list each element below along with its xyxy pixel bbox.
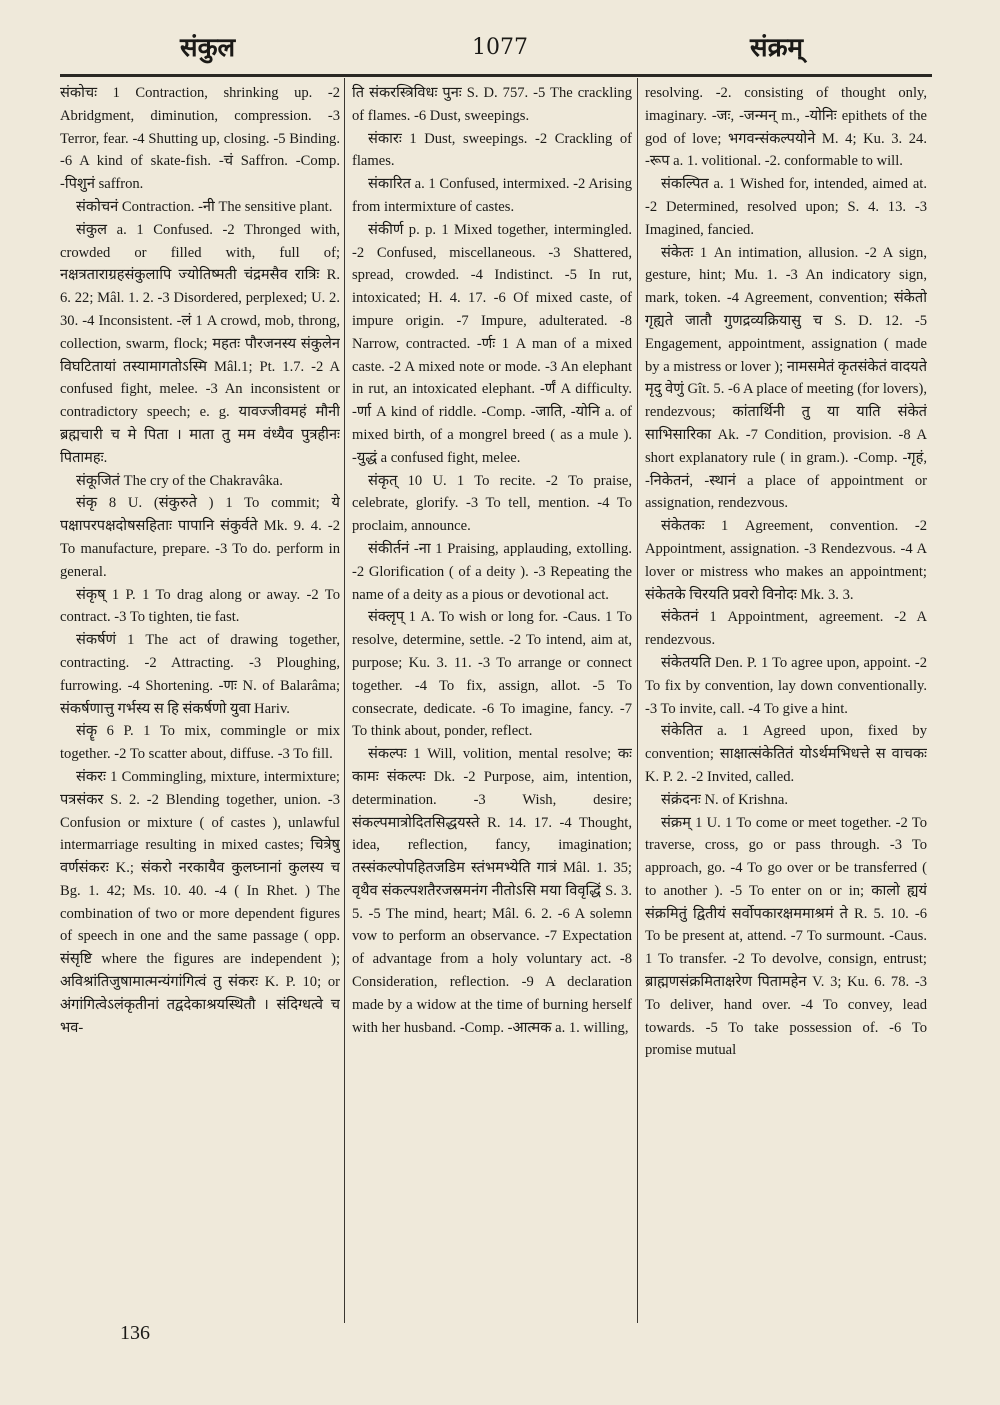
column-1 [60,82,340,1324]
dictionary-entry: संक्रम् 1 U. 1 To come or meet together. -2 To traverse, cross, go or pass through. -3 To approach, go. -4 To go over or be transferred ( to another ). -5 To enter on or in; कालो ह्ययं संक्रमितुं द्वितीयं सर्वोपकारक्षममाश्रमं ते R. 5. 10. -6 To be present at, attend. -7 To surmount. -Caus. 1 To transfer. -2 To devolve, consign, entrust; ब्राह्मणसंक्रमिताक्षरेण पितामहेन V. 3; Ku. 6. 78. -3 To deliver, hand over. -4 To convey, lead towards. -5 To take possession of. -6 To promise mutual [645,814,927,1059]
page-number: 1077 [472,35,528,60]
dictionary-entry: संकूजितं The cry of the Chakravâka. [76,472,283,489]
dictionary-entry: ति संकरस्त्रिविधः पुनः S. D. 757. -5 The crackling of flames. -6 Dust, sweepings. [352,85,632,124]
column-divider [637,78,638,1323]
dictionary-entry: संकृत् 10 U. 1 To recite. -2 To praise, celebrate, glorify. -3 To tell, mention. -4 To proclaim, announce. [352,472,632,535]
dictionary-entry: संकेतित a. 1 Agreed upon, fixed by convention; साक्षात्संकेतितं योऽर्थमभिधत्ते स वाचकः K. P. 2. -2 Invited, called. [645,723,927,785]
dictionary-entry: संकरः 1 Commingling, mixture, intermixture; पत्रसंकर S. 2. -2 Blending together, union. -3 Confusion or mixture ( of castes ), unlawful intermarriage resulting in mixed castes; चित्रेषु वर्णसंकरः K.; संकरो नरकायैव कुलघ्नानां कुलस्य च Bg. 1. 42; Ms. 10. 40. -4 ( In Rhet. ) The combination of two or more dependent figures of speech in one and the same passage ( opp. संसृष्टि where the figures are independent ); अविश्रांतिजुषामात्मन्यंगांगित्वं तु संकरः K. P. 10; or अंगांगित्वेऽलंकृतीनां तद्वदेकाश्रयस्थितौ । संदिग्धत्वे च भव- [60,768,340,1036]
dictionary-entry: संकेतः 1 An intimation, allusion. -2 A sign, gesture, hint; Mu. 1. -3 An indicatory sign, mark, token. -4 Agreement, convention; संकेतो गृह्यते जातौ गुणद्रव्यक्रियासु च S. D. 12. -5 Engagement, appointment, assignation ( made by a mistress or lover ); नामसमेतं कृतसंकेतं वादयते मृदु वेणुं Gît. 5. -6 A place of meeting (for lovers), rendezvous; कांतार्थिनी तु या याति संकेतं साभिसारिका Ak. -7 Condition, provision. -8 A short explanatory rule ( in gram.). -Comp. -गृहं, -निकेतनं, -स्थानं a place of appointment or assignation, rendezvous. [645,244,927,512]
dictionary-entry: resolving. -2. consisting of thought only, imaginary. -जः, -जन्मन् m., -योनिः epithets of the god of love; भगवन्संकल्पयोने M. 4; Ku. 3. 24. -रूप a. 1. volitional. -2. conformable to will. [645,85,927,170]
dictionary-entry: संकेतनं 1 Appointment, agreement. -2 A rendezvous. [645,609,927,649]
dictionary-entry: संकर्षणं 1 The act of drawing together, contracting. -2 Attracting. -3 Ploughing, furrowing. -4 Shortening. -णः N. of Balarâma; संकर्षणात्तु गर्भस्य स हि संकर्षणो युवा Hariv. [60,632,340,717]
page-header [60,30,940,70]
dictionary-entry: संकारः 1 Dust, sweepings. -2 Crackling of flames. [352,130,632,170]
header-rule [60,74,932,77]
dictionary-entry: संकेतकः 1 Agreement, convention. -2 Appointment, assignation. -3 Rendezvous. -4 A lover or mistress who makes an appointment; संकेतके चिरयति प्रवरो विनोदः Mk. 3. 3. [645,518,927,603]
column-divider [344,78,345,1323]
dictionary-entry: संकॄ 6 P. 1 To mix, commingle or mix together. -2 To scatter about, diffuse. -3 To fill. [60,723,340,763]
dictionary-entry: संकृ 8 U. (संकुरुते ) 1 To commit; ये पक्षापरपक्षदोषसहिताः पापानि संकुर्वते Mk. 9. 4. -2 To manufacture, prepare. -3 To do. perform in general. [60,495,340,580]
dictionary-entry: संक्लृप् 1 A. To wish or long for. -Caus. 1 To resolve, determine, settle. -2 To intend, aim at, purpose; Ku. 3. 11. -3 To arrange or connect together. -4 To fix, assign, allot. -5 To consecrate, dedicate. -6 To imagine, fancy. -7 To think about, ponder, reflect. [352,609,632,740]
column-2 [352,82,632,1324]
left-guide-word: संकुल [180,33,236,63]
dictionary-entry: संकारित a. 1 Confused, intermixed. -2 Arising from intermixture of castes. [352,176,632,215]
dictionary-entry: संकुल a. 1 Confused. -2 Thronged with, crowded or filled with, full of; नक्षत्रताराग्रहसंकुलापि ज्योतिष्मती चंद्रमसैव रात्रिः R. 6. 22; Mâl. 1. 2. -3 Disordered, perplexed; U. 2. 30. -4 Inconsistent. -लं 1 A crowd, mob, throng, collection, swarm, flock; महतः पौरजनस्य संकुलेन विघटितायां तस्यामागतोऽस्मि Mâl.1; Pt. 1.7. -2 A confused fight, melee. -3 An inconsistent or contradictory speech; e. g. यावज्जीवमहं मौनी ब्रह्मचारी च मे पिता । माता तु मम वंध्यैव पुत्रहीनः पितामहः. [60,221,340,466]
dictionary-entry: संकल्पः 1 Will, volition, mental resolve; कः कामः संकल्पः Dk. -2 Purpose, aim, intention, determination. -3 Wish, desire; संकल्पमात्रोदितसिद्धयस्ते R. 14. 17. -4 Thought, idea, reflection, fancy, imagination; तस्संकल्पोपहितजडिम स्तंभमभ्येति गात्रं Mâl. 1. 35; वृथैव संकल्पशतैरजस्रमनंग नीतोऽसि मया विवृद्धिं S. 3. 5. -5 The mind, heart; Mâl. 6. 2. -6 A solemn vow to perform an observance. -7 Expectation of advantage from a holy voluntary act. -8 Consideration, reflection. -9 A declaration made by a widow at the time of burning herself with her husband. -Comp. -आत्मक a. 1. willing, [352,746,632,1036]
dictionary-entry: संकोचः 1 Contraction, shrinking up. -2 Abridgment, diminution, compression. -3 Terror, fear. -4 Shutting up, closing. -5 Binding. -6 A kind of skate-fish. -चं Saffron. -Comp. -पिशुनं saffron. [60,85,340,193]
dictionary-entry: संकीर्तनं -ना 1 Praising, applauding, extolling. -2 Glorification ( of a deity ). -3 Repeating the name of a deity as a pious or devotional act. [352,540,632,603]
dictionary-entry: संकीर्ण p. p. 1 Mixed together, intermingled. -2 Confused, miscellaneous. -3 Shattered, spread, crowded. -4 Indistinct. -5 In rut, intoxicated; H. 4. 17. -6 Of mixed caste, of impure origin. -7 Impure, adulterated. -8 Narrow, contracted. -र्णः 1 A man of a mixed caste. -2 A mixed note or mode. -3 An elephant in rut, an intoxicated elephant. -र्णं A difficulty. -र्णा A kind of riddle. -Comp. -जाति, -योनि a. of mixed birth, of a mongrel breed ( as a mule ). -युद्धं a confused fight, melee. [352,221,632,466]
dictionary-entry: संकृष् 1 P. 1 To drag along or away. -2 To contract. -3 To tighten, tie fast. [60,586,340,626]
signature-mark: 136 [120,1322,150,1344]
dictionary-entry: संक्रंदनः N. of Krishna. [661,791,789,808]
dictionary-entry: संकल्पित a. 1 Wished for, intended, aimed at. -2 Determined, resolved upon; S. 4. 13. -3 Imagined, fancied. [645,176,927,238]
dictionary-entry: संकोचनं Contraction. -नी The sensitive plant. [76,198,333,215]
dictionary-entry: संकेतयति Den. P. 1 To agree upon, appoint. -2 To fix by convention, lay down conventionally. -3 To invite, call. -4 To give a hint. [645,654,927,717]
right-guide-word: संक्रम् [750,33,804,63]
column-3 [645,82,927,1324]
